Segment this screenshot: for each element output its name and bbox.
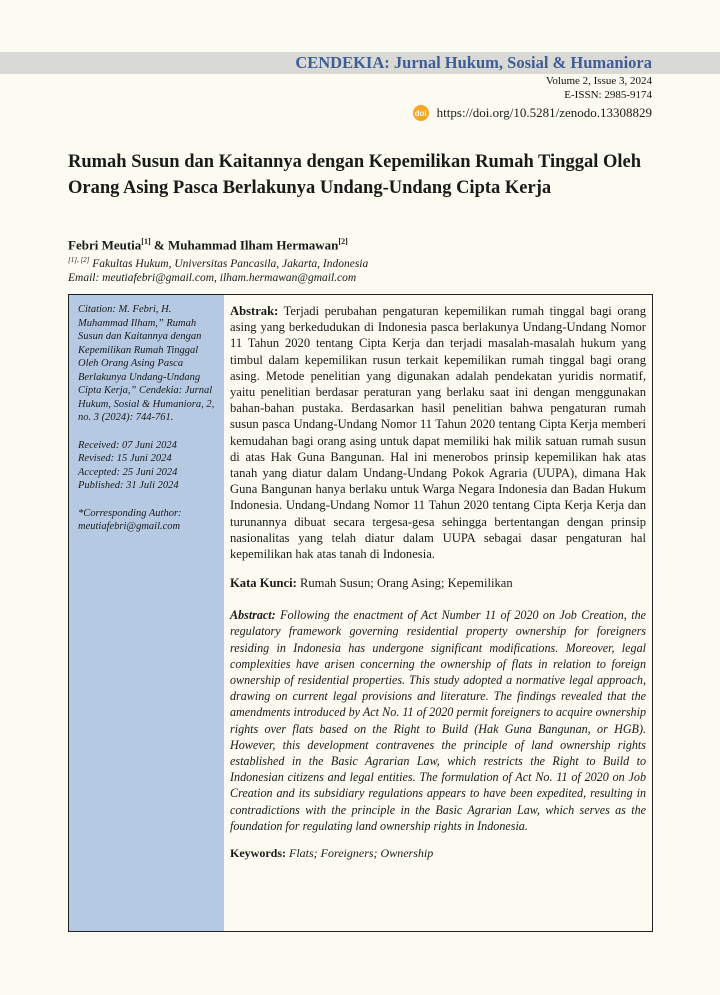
received-date: Received: 07 Juni 2024 [78,439,177,451]
abstract-main [224,295,652,931]
kata-kunci [230,576,646,591]
abstract-english [230,607,646,834]
author-separator: & [150,237,168,253]
abstrak-text: Terjadi perubahan pengaturan kepemilikan rumah tinggal bagi orang asing yang berkedudukan di Indonesia pasca berlakunya Undang-Undang Nomor 11 Tahun 2020 tentang Cipta Kerja dan terjadi masalah-masalah hukum yang timbul dalam kepemilikan rusun terkait kepemilikan rumah tinggal bagi orang asing. Metode penelitian yang digunakan adalah pendekatan yuridis normatif, yaitu penelitian berdasar peraturan yang berlaku saat ini dengan menggunakan bahan-bahan pustaka. Berdasarkan hasil penelitian bahwa pengaturan rumah susun pasca Undang-Undang Nomor 11 Tahun 2020 tentang Cipta Kerja memberi kemudahan bagi orang asing untuk dapat memiliki hak milik satuan rumah susun di atas Hak Guna Bangunan. Hal ini menerobos prinsip kepemilikan hak atas tanah yang diatur dalam Undang-Undang Pokok Agraria (UUPA), dimana Hak Guna Bangunan hanya berlaku untuk Warga Negara Indonesia dan Badan Hukum Indonesia. Undang-Undang Nomor 11 Tahun 2020 tentang Cipta Kerja Kerja dan turunannya dibuat secara tergesa-gesa sehingga bertentangan dengan prinsip nasionalitas yang telah diatur dalam UUPA sebagai dasar pengaturan hal kepemilikan hak atas tanah di Indonesia. [230,304,646,562]
keywords-label: Keywords: [230,846,286,861]
kata-kunci-label: Kata Kunci: [230,576,297,591]
author-2-ref: [2] [338,237,348,246]
affiliation [68,256,368,270]
doi-icon: doi [413,105,429,121]
affiliation-text: Fakultas Hukum, Universitas Pancasila, Jakarta, Indonesia [89,257,369,270]
affiliation-ref: [1], [2] [68,256,90,264]
paper-title: Rumah Susun dan Kaitannya dengan Kepemilikan Rumah Tinggal Oleh Orang Asing Pasca Berlakunya Undang-Undang Cipta Kerja [68,152,642,198]
corresponding-email[interactable]: meutiafebri@gmail.com [78,521,181,532]
accepted-date: Accepted: 25 Juni 2024 [78,466,178,478]
history-dates [78,439,217,493]
abstrak [230,303,646,562]
abstrak-label: Abstrak: [230,304,279,318]
author-1: Febri Meutia [68,237,142,253]
doi-link[interactable]: https://doi.org/10.5281/zenodo.13308829 [436,105,652,120]
issn: E-ISSN: 2985-9174 [564,89,652,101]
corresponding-label: *Corresponding Author: [78,507,182,519]
abstract-text: Following the enactment of Act Number 11 of 2020 on Job Creation, the regulatory framework governing residential property ownership for foreigners residing in Indonesia has undergone significant modifications. Moreover, legal complexities have arisen concerning the ownership of flats in relation to foreign ownership of residential properties. This study adopted a normative legal approach, drawing on current legal provisions and literature. The findings revealed that the amendments introduced by Act No. 11 of 2020 permit foreigners to acquire ownership rights over flats based on the Right to Build (Hak Guna Bangunan, or HGB). However, this development contravenes the principle of land ownership rights established in the Basic Agrarian Law, which restricts the Right to Build to Indonesian citizens and legal entities. The formulation of Act No. 11 of 2020 on Job Creation and its subsidiary regulations appears to have been expedited, resulting in contradictions with the principle in the Basic Agrarian Law, which serves as the foundation for regulating land ownership rights in Indonesia. [230,608,646,833]
abstract-box [68,294,653,932]
volume-issue: Volume 2, Issue 3, 2024 [545,75,652,87]
keywords-text: Flats; Foreigners; Ownership [286,846,434,861]
author-emails: Email: meutiafebri@gmail.com, ilham.hermawan@gmail.com [68,272,357,284]
journal-title: CENDEKIA: Jurnal Hukum, Sosial & Humaniora [295,53,652,72]
authors [68,237,348,253]
abstract-label: Abstract: [230,608,276,623]
citation: Citation: M. Febri, H. Muhammad Ilham,” Rumah Susun dan Kaitannya dengan Kepemilikan Rumah Tinggal Oleh Orang Asing Pasca Berlakunya Undang-Undang Cipta Kerja,” Cendekia: Jurnal Hukum, Sosial & Humaniora, 2, no. 3 (2024): 744-761. [78,304,215,423]
keywords [230,846,646,861]
kata-kunci-text: Rumah Susun; Orang Asing; Kepemilikan [296,576,513,591]
author-2: Muhammad Ilham Hermawan [167,237,339,253]
author-1-ref: [1] [141,237,151,246]
doi-row [413,105,652,121]
revised-date: Revised: 15 Juni 2024 [78,453,172,464]
corresponding-author [78,507,217,534]
top-margin [0,0,720,46]
article-info-sidebar [69,295,224,931]
published-date: Published: 31 Juli 2024 [78,480,179,491]
